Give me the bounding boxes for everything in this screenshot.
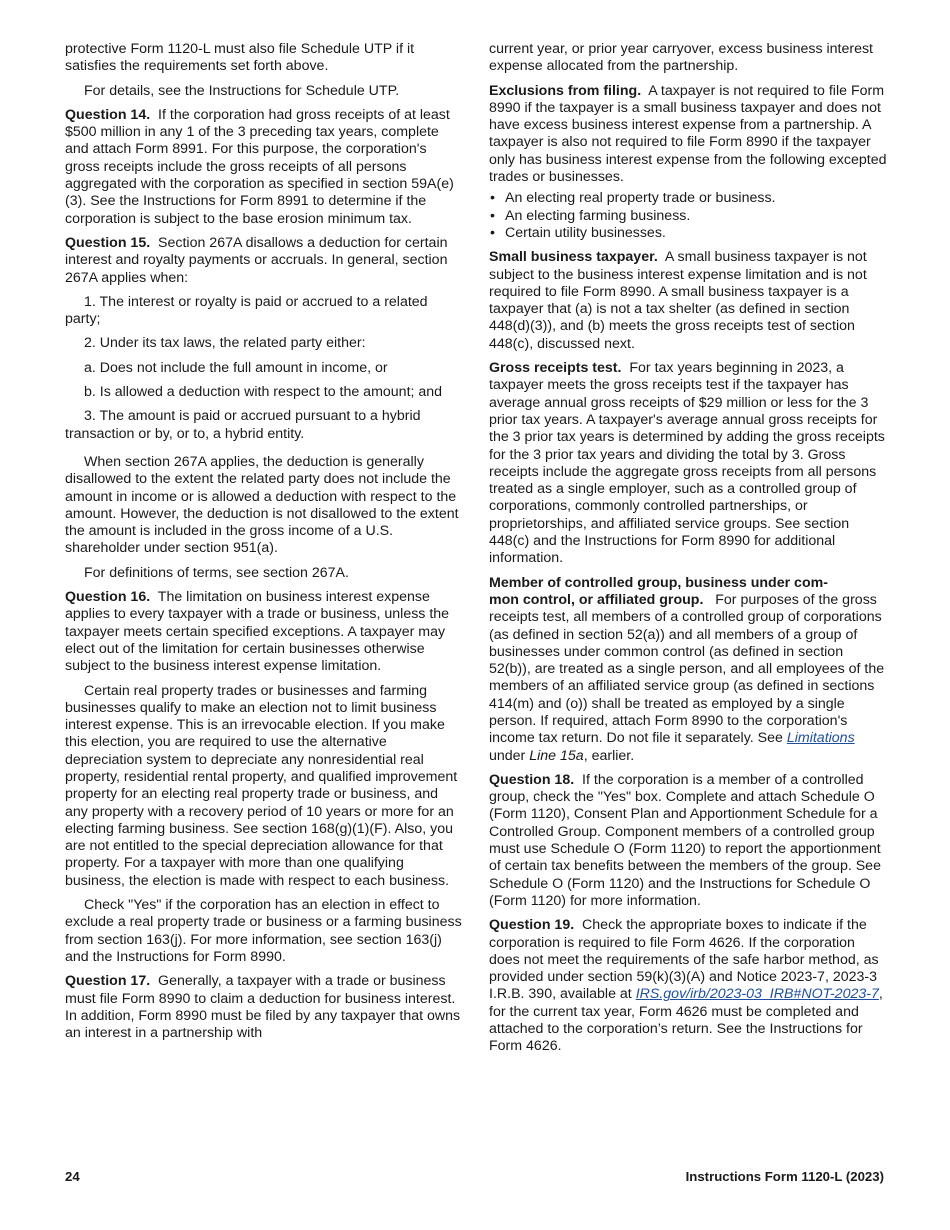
list-item: 3. The amount is paid or accrued pursuant to a hybrid transaction or by, or to, a hybrid entity. [65,408,421,442]
limitations-link[interactable]: Limitations [786,730,855,747]
question-14 [65,107,463,228]
paragraph: For definitions of terms, see section 267A. [84,564,349,581]
list-item: • An electing real property trade or business. [489,190,887,207]
question-text: If the corporation had gross receipts of at least $500 million in any 1 of the 3 preceding tax years, complete and attach Form 8991. For this purpose, the corporation's gross receipts include the gross receipts of all persons aggregated with the corporation as specified in section 59A(e)(3). See the Instructions for Form 8991 to determine if the corporation is subject to the base erosion minimum tax. [65,106,454,227]
question-17 [65,973,463,1042]
paragraph: protective Form 1120-L must also file Schedule UTP if it satisfies the requirements set forth above. [65,41,415,75]
section-text: A small business taxpayer is not subject to the business interest expense limitation and is not required to file Form 8990. A small business taxpayer is a taxpayer that (a) is not a tax shelter (as defined in section 448(d)(3)), and (b) meets the gross receipts test of section 448(c), discussed next. [489,249,867,352]
irs-irb-link[interactable]: IRS.gov/irb/2023-03_IRB#NOT-2023-7 [635,986,879,1003]
right-column [489,41,887,1063]
line-reference: Line 15a [529,747,584,764]
small-business-section [489,249,887,353]
question-text: Check the appropriate boxes to indicate if the corporation is required to file Form 4626. If the corporation does not meet the requirements of the safe harbor method, as provided under section 59(k)(3)(A) and Notice 2023-7, 2023-3 I.R.B. 390, available at [489,917,879,1003]
paragraph: Check "Yes" if the corporation has an election in effect to exclude a real property trade or business or a farming business from section 163(j). For more information, see section 163(j) and the Instructions for Form 8990. [65,897,462,965]
page-number: 24 [65,1169,80,1184]
footer-title: Instructions Form 1120-L (2023) [685,1169,884,1184]
question-text: The limitation on business interest expense applies to every taxpayer with a trade or business, unless the taxpayer meets certain specified exceptions. A taxpayer may elect out of the limitation for certain businesses otherwise subject to the business interest expense limitation. [65,589,450,675]
question-heading: Question 18. [489,771,575,788]
section-heading: Small business taxpayer. [489,249,658,266]
list-item: 2. Under its tax laws, the related party either: [84,335,366,352]
list-item: 1. The interest or royalty is paid or accrued to a related party; [65,293,428,328]
paragraph: Certain real property trades or businesses and farming businesses qualify to make an election not to limit business interest expense. This is an irrevocable election. If you make this election, you are required to use the alternative depreciation system to depreciate any nonresidential real property, residential rental property, and qualified improvement property for an electing real property trade or business, and any property with a recovery period of 10 years or more for an electing farming business. See section 168(g)(1)(F). Also, you are not entitled to the special depreciation allowance for that property. For a taxpayer with more than one qualifying business, the election is made with respect to each business. [65,682,458,889]
section-text: , earlier. [583,747,635,764]
list-item: a. Does not include the full amount in income, or [84,359,388,376]
section-heading: Gross receipts test. [489,360,622,377]
exclusions-list [489,190,887,242]
question-heading: Question 14. [65,106,151,123]
section-text: A taxpayer is not required to file Form 8990 if the taxpayer is a small business taxpayer and does not have excess business interest expense from a partnership. A taxpayer is also not required to file Form 8990 if the taxpayer only has business interest expense from the following excepted trades or businesses. [489,82,887,186]
list-item: • Certain utility businesses. [489,225,887,242]
section-text: For tax years beginning in 2023, a taxpayer meets the gross receipts test if the taxpayer has average annual gross receipts of $29 million or less for the 3 prior tax years. A taxpayer's average annual gross receipts for the 3 prior tax years is determined by adding the gross receipts for the 3 prior tax years and dividing the total by 3. Gross receipts include the aggregate gross receipts from all persons treated as a single employer, such as a controlled group of corporations, commonly controlled partnerships, or proprietorships, and affiliated service groups. See section 448(c) and the Instructions for Form 8990 for additional information. [489,360,885,567]
question-text: , for the current tax year, Form 4626 must be completed and attached to the corporation’s return. See the Instructions for Form 4626. [489,986,883,1055]
list-item: b. Is allowed a deduction with respect to the amount; and [84,384,443,401]
section-heading-cont: mon control, or affiliated group. [489,591,704,608]
question-text: Generally, a taxpayer with a trade or business must file Form 8990 to claim a deduction for business interest. In addition, Form 8990 must be filed by any taxpayer that owns an interest in a partnership with [65,973,461,1042]
question-16 [65,589,463,675]
controlled-group-section [489,575,887,765]
question-heading: Question 16. [65,589,151,606]
exclusions-section [489,83,887,187]
question-15 [65,235,463,287]
section-text: For purposes of the gross receipts test, all members of a controlled group of corporations (as defined in section 52(a)) and all members of a group of businesses under common control (as defined in section 52(b)), are treated as a single person, and all employees of the members of an affiliated service group (as defined in sections 414(m) and (o)) shall be treated as employed by a single person. If required, attach Form 8990 to the corporation's income tax return. Do not file it separately. See [489,591,885,747]
section-text: under [489,747,526,764]
list-item: • An electing farming business. [489,208,887,225]
section-heading: Exclusions from filing. [489,82,642,99]
gross-receipts-section [489,360,887,568]
paragraph: When section 267A applies, the deduction is generally disallowed to the extent the related party does not include the amount in income or is allowed a deduction with respect to the amount. However, the deduction is not disallowed to the extent the amount is included in the gross income of a U.S. shareholder under section 951(a). [65,453,459,557]
question-heading: Question 17. [65,973,151,990]
question-18 [489,772,887,910]
paragraph: current year, or prior year carryover, excess business interest expense allocated from the partnership. [489,41,874,75]
paragraph: For details, see the Instructions for Schedule UTP. [84,82,400,99]
question-19 [489,917,887,1055]
left-column [65,41,463,1049]
question-text: Section 267A disallows a deduction for certain interest and royalty payments or accruals. In general, section 267A applies when: [65,234,448,286]
section-heading: Member of controlled group, business under com- [489,574,828,591]
question-heading: Question 15. [65,234,151,251]
question-text: If the corporation is a member of a controlled group, check the "Yes" box. Complete and attach Schedule O (Form 1120), Consent Plan and Apportionment Schedule for a Controlled Group. Component members of a controlled group must use Schedule O (Form 1120) to report the apportionment of certain tax benefits between the members of the group. See Schedule O (Form 1120) and the Instructions for Schedule O (Form 1120) for more information. [489,771,881,909]
question-heading: Question 19. [489,917,575,934]
